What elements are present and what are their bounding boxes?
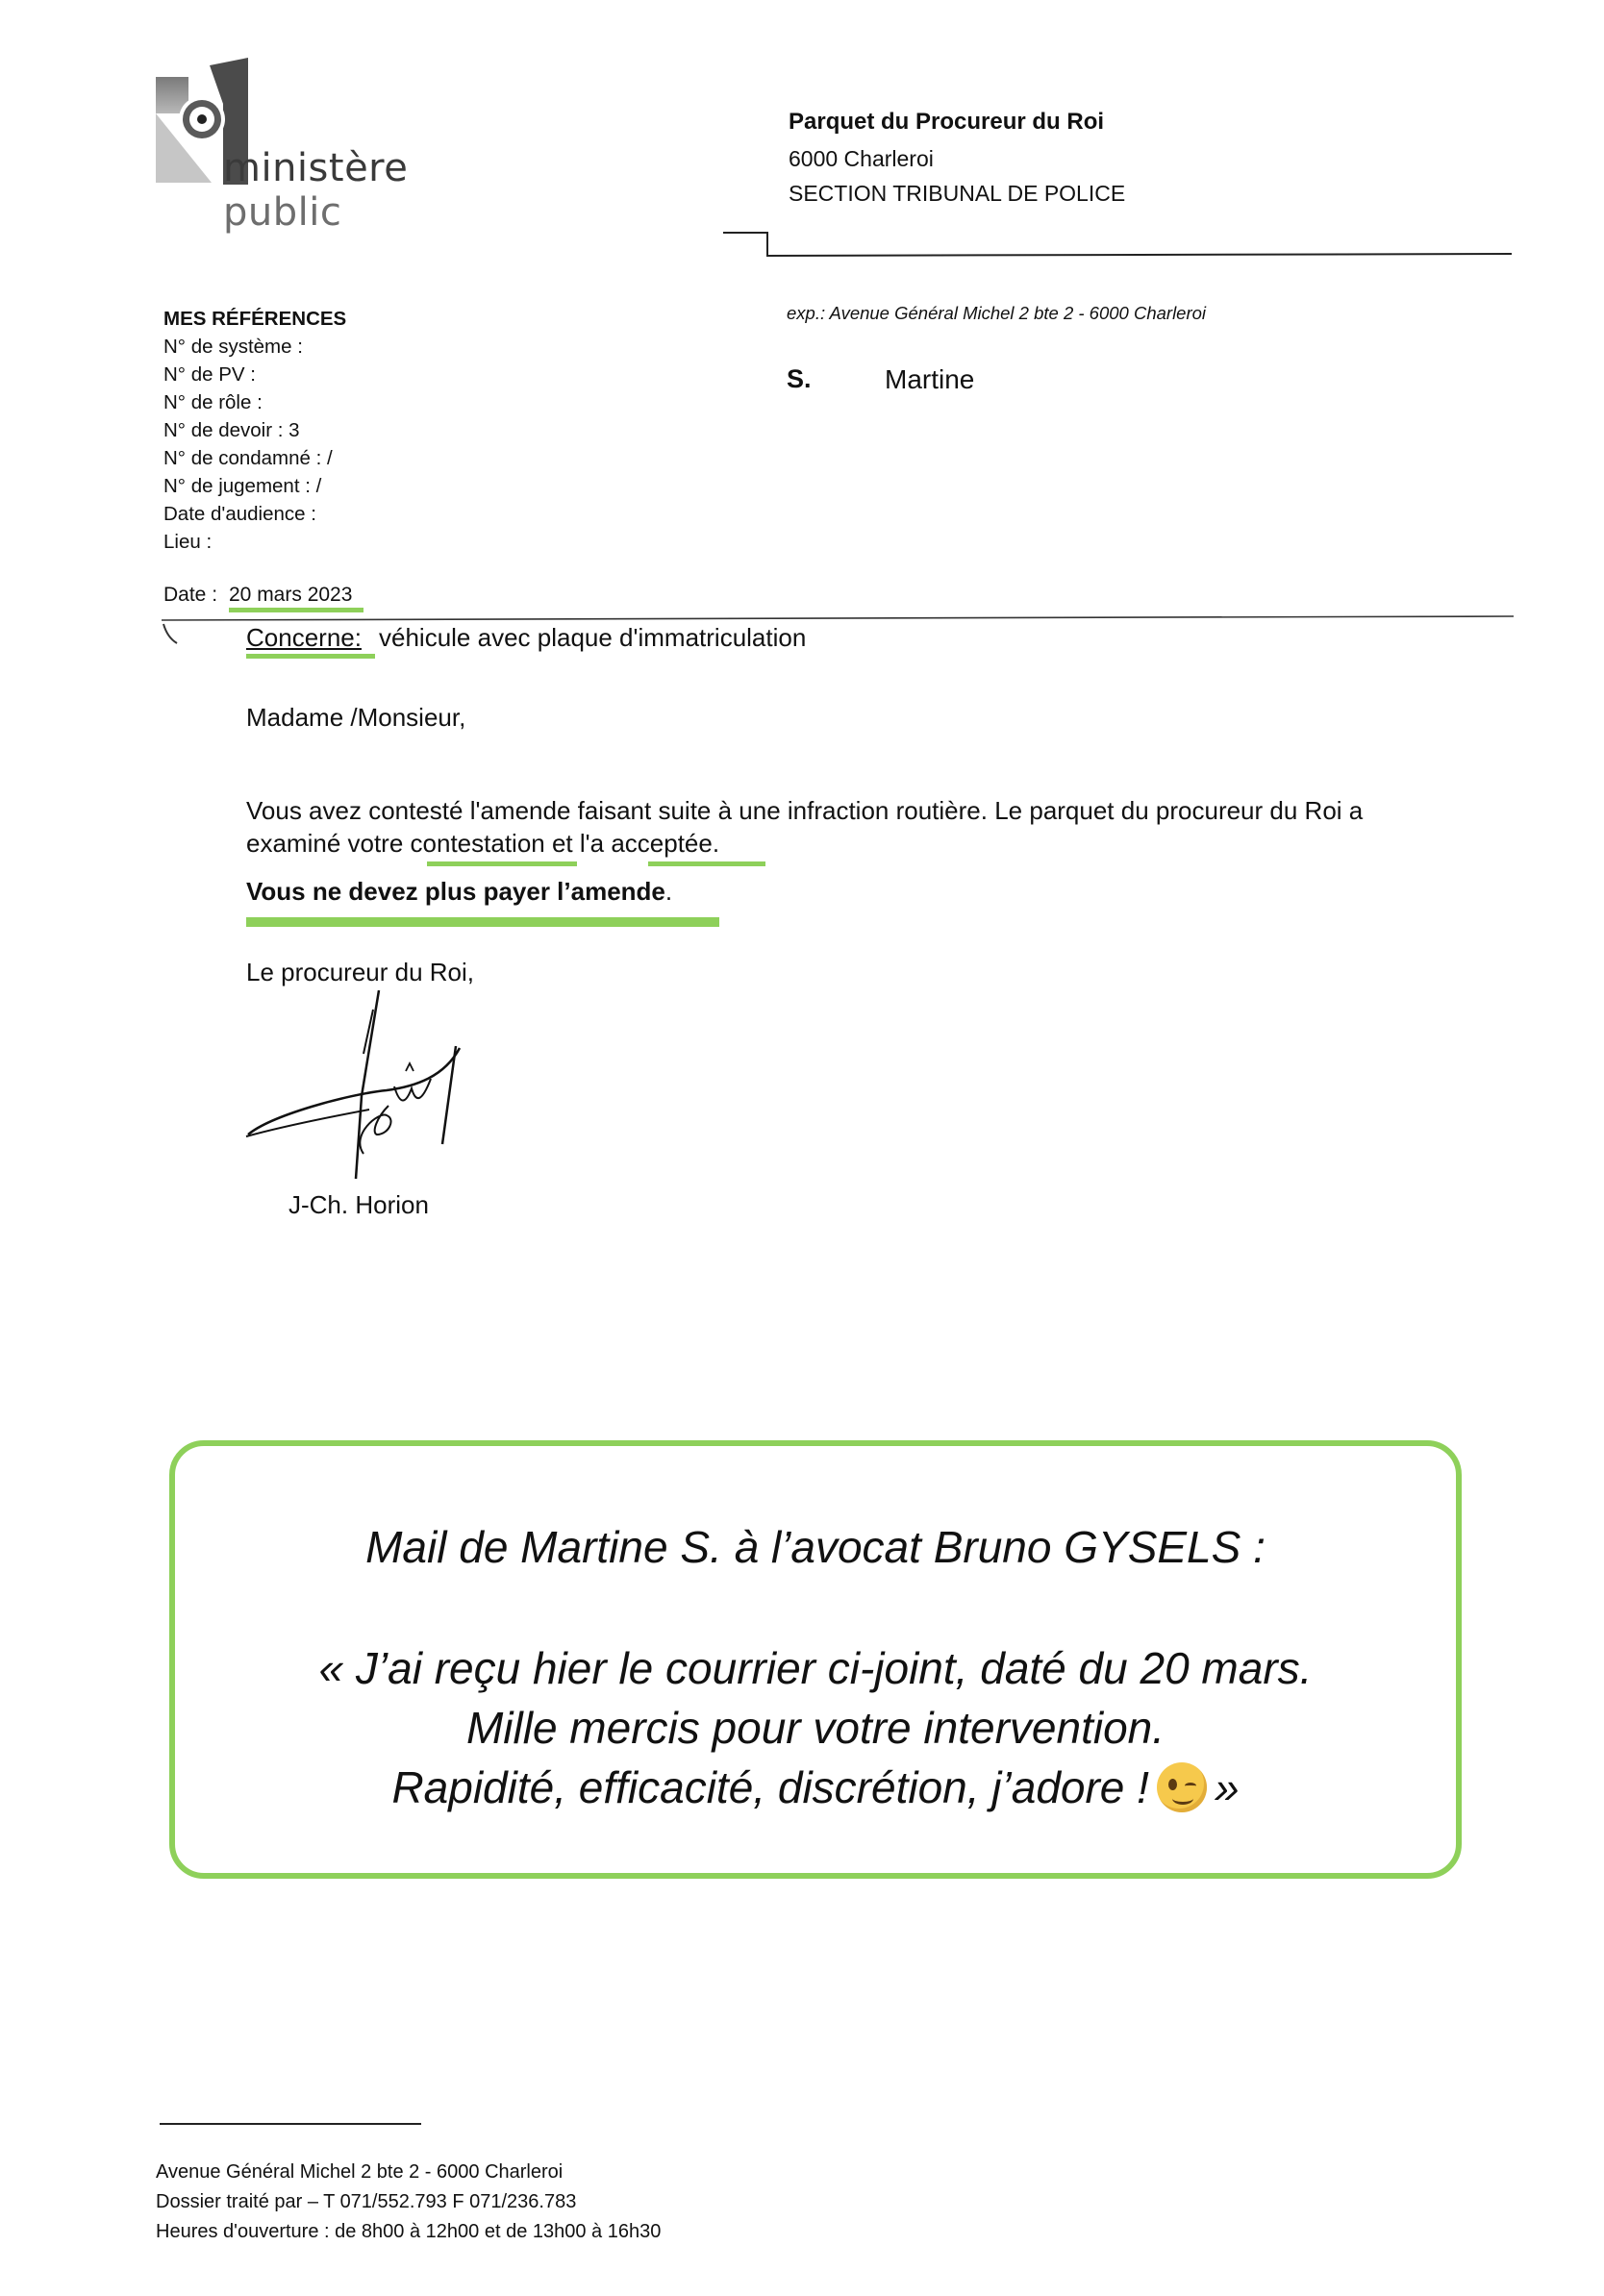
ref-role: N° de rôle : [163, 391, 263, 413]
mail-quote-line3 [175, 1761, 1456, 1813]
ref-pv: N° de PV : [163, 363, 256, 386]
mail-quote-line2: Mille mercis pour votre intervention. [465, 1703, 1165, 1753]
bold-notice [246, 877, 672, 907]
contestation-word: contestation [410, 829, 545, 858]
greeting: Madame /Monsieur, [246, 703, 466, 732]
acceptee-highlight [648, 861, 765, 866]
ref-condamne: N° de condamné : / [163, 447, 333, 469]
paragraph-text: . [712, 829, 720, 858]
sender-title: Parquet du Procureur du Roi [789, 109, 1105, 135]
bold-notice-text: Vous ne devez plus payer l’amende [246, 877, 665, 906]
sender-section: SECTION TRIBUNAL DE POLICE [789, 181, 1126, 206]
paragraph-line-2 [246, 829, 719, 859]
mail-quote-close: » [1214, 1762, 1240, 1812]
signatory-name: J-Ch. Horion [288, 1190, 429, 1219]
subject-text: véhicule avec plaque d'immatriculation [379, 623, 807, 652]
bold-notice-end: . [664, 877, 673, 906]
ref-audience-date: Date d'audience : [163, 503, 316, 525]
logo-text-line2: public [223, 190, 342, 235]
winking-face-icon [1157, 1762, 1207, 1812]
footer-hours: Heures d'ouverture : de 8h00 à 12h00 et de 13h00 à 16h30 [156, 2221, 662, 2242]
client-testimonial-box [169, 1440, 1462, 1879]
footer-divider [160, 2123, 421, 2125]
subject-label: Concerne: [246, 623, 362, 652]
paragraph-text: et l'a [544, 829, 612, 858]
bold-notice-highlight [246, 917, 719, 927]
mail-quote-line3-text: Rapidité, efficacité, discrétion, j’adore ! [391, 1762, 1149, 1812]
footer-address: Avenue Général Michel 2 bte 2 - 6000 Charleroi [156, 2161, 564, 2183]
expeditor-address: exp.: Avenue Général Michel 2 bte 2 - 6000 Charleroi [787, 303, 1207, 323]
sender-city: 6000 Charleroi [789, 146, 934, 171]
header-divider-line [723, 227, 1514, 260]
closing: Le procureur du Roi, [246, 958, 475, 986]
acceptee-word: acceptée [611, 829, 713, 858]
ref-system: N° de système : [163, 336, 303, 358]
references-heading: MES RÉFÉRENCES [163, 308, 347, 330]
ref-devoir: N° de devoir : 3 [163, 419, 300, 441]
logo-text-line1: ministère [223, 146, 409, 190]
ref-lieu: Lieu : [163, 531, 213, 553]
mail-title: Mail de Martine S. à l’avocat Bruno GYSELS : [365, 1522, 1266, 1572]
mail-quote-line1: « J’ai reçu hier le courrier ci-joint, daté du 20 mars. [318, 1643, 1313, 1693]
subject-highlight [246, 654, 375, 659]
paragraph-line-1: Vous avez contesté l'amende faisant suite à une infraction routière. Le parquet du procureur du Roi a [246, 796, 1364, 825]
paragraph-text: examiné votre [246, 829, 411, 858]
recipient-initial: S. [787, 364, 812, 393]
contestation-highlight [427, 861, 577, 866]
recipient-name: Martine [885, 364, 975, 394]
date-divider-line [162, 609, 1516, 647]
ref-jugement: N° de jugement : / [163, 475, 322, 497]
signature [242, 990, 473, 1183]
logo-wordmark [223, 146, 408, 235]
footer-contact: Dossier traité par – T 071/552.793 F 071/236.783 [156, 2191, 577, 2212]
date-label: Date : [163, 584, 218, 606]
date-value: 20 mars 2023 [229, 584, 353, 606]
